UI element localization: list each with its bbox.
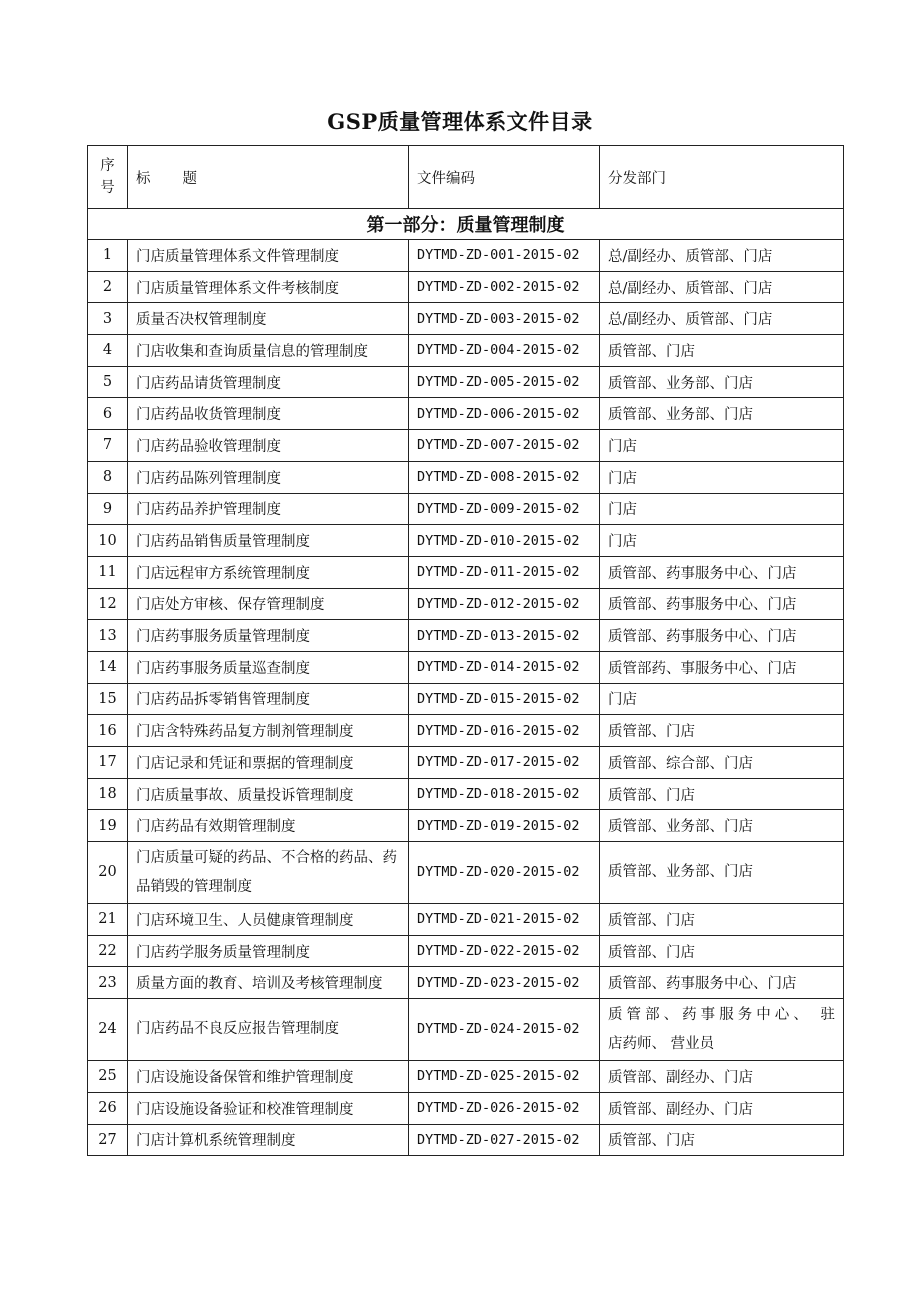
- row-dept: 门店: [600, 493, 844, 525]
- table-row: [88, 556, 844, 588]
- row-code: DYTMD-ZD-006-2015-02: [409, 398, 600, 430]
- row-dept: 质管部、业务部、门店: [600, 842, 844, 904]
- row-title: 门店质量管理体系文件考核制度: [128, 271, 409, 303]
- row-number: 22: [88, 935, 128, 967]
- row-code: DYTMD-ZD-019-2015-02: [409, 810, 600, 842]
- table-row: [88, 430, 844, 462]
- row-title: 门店收集和查询质量信息的管理制度: [128, 335, 409, 367]
- header-title-part2: 题: [182, 170, 197, 187]
- row-dept: 质管部、副经办、门店: [600, 1061, 844, 1093]
- row-code: DYTMD-ZD-021-2015-02: [409, 904, 600, 936]
- row-number: 11: [88, 556, 128, 588]
- row-dept: 质管部、业务部、门店: [600, 810, 844, 842]
- row-dept: 门店: [600, 683, 844, 715]
- row-number: 9: [88, 493, 128, 525]
- row-dept: 质管部、药事服务中心、门店: [600, 588, 844, 620]
- row-code: DYTMD-ZD-023-2015-02: [409, 967, 600, 999]
- header-row: [88, 146, 844, 209]
- row-dept: 质管部、门店: [600, 715, 844, 747]
- table-row: [88, 999, 844, 1061]
- row-title: 门店药事服务质量巡查制度: [128, 651, 409, 683]
- row-dept: 质管部、药事服务中心、门店: [600, 620, 844, 652]
- table-row: [88, 935, 844, 967]
- table-row: [88, 1124, 844, 1156]
- table-row: [88, 1092, 844, 1124]
- row-code: DYTMD-ZD-008-2015-02: [409, 461, 600, 493]
- row-number: 6: [88, 398, 128, 430]
- row-title: 门店药品销售质量管理制度: [128, 525, 409, 557]
- header-no-line2: 号: [100, 180, 115, 196]
- table-row: [88, 747, 844, 779]
- row-title: 门店质量事故、质量投诉管理制度: [128, 778, 409, 810]
- table-row: [88, 651, 844, 683]
- row-dept: 质管部、门店: [600, 778, 844, 810]
- row-code: DYTMD-ZD-018-2015-02: [409, 778, 600, 810]
- row-number: 27: [88, 1124, 128, 1156]
- row-number: 24: [88, 999, 128, 1061]
- row-code: DYTMD-ZD-007-2015-02: [409, 430, 600, 462]
- row-dept: 质管部、门店: [600, 335, 844, 367]
- row-title: 门店药学服务质量管理制度: [128, 935, 409, 967]
- row-code: DYTMD-ZD-016-2015-02: [409, 715, 600, 747]
- row-code: DYTMD-ZD-025-2015-02: [409, 1061, 600, 1093]
- row-dept-line2: 店药师、 营业员: [608, 1035, 715, 1052]
- header-title: [128, 146, 409, 209]
- row-dept: 质管部、副经办、门店: [600, 1092, 844, 1124]
- row-number: 26: [88, 1092, 128, 1124]
- row-dept: 质管部、业务部、门店: [600, 398, 844, 430]
- header-no: [88, 146, 128, 209]
- row-code: DYTMD-ZD-001-2015-02: [409, 240, 600, 272]
- table-row: [88, 588, 844, 620]
- table-row: [88, 493, 844, 525]
- row-dept: 总/副经办、质管部、门店: [600, 240, 844, 272]
- table-row: [88, 525, 844, 557]
- catalog-table: [87, 145, 844, 1156]
- row-code: DYTMD-ZD-005-2015-02: [409, 366, 600, 398]
- row-title: 门店药品有效期管理制度: [128, 810, 409, 842]
- row-dept: 质管部、门店: [600, 904, 844, 936]
- table-row: [88, 842, 844, 904]
- row-number: 17: [88, 747, 128, 779]
- row-title: 门店质量管理体系文件管理制度: [128, 240, 409, 272]
- row-code: DYTMD-ZD-022-2015-02: [409, 935, 600, 967]
- header-code: 文件编码: [409, 146, 600, 209]
- table-row: [88, 335, 844, 367]
- table-row: [88, 1061, 844, 1093]
- table-row: [88, 715, 844, 747]
- row-code: DYTMD-ZD-013-2015-02: [409, 620, 600, 652]
- row-dept: 质管部、综合部、门店: [600, 747, 844, 779]
- row-dept: 质管部药、事服务中心、门店: [600, 651, 844, 683]
- document-title: GSP质量管理体系文件目录: [327, 109, 593, 134]
- row-title: 门店药品验收管理制度: [128, 430, 409, 462]
- row-number: 14: [88, 651, 128, 683]
- row-dept: 质管部、药事服务中心、门店: [600, 967, 844, 999]
- row-code: DYTMD-ZD-012-2015-02: [409, 588, 600, 620]
- table-row: [88, 240, 844, 272]
- table-row: [88, 683, 844, 715]
- table-row: [88, 620, 844, 652]
- row-title: 门店药品陈列管理制度: [128, 461, 409, 493]
- row-number: 1: [88, 240, 128, 272]
- header-dept: 分发部门: [600, 146, 844, 209]
- row-number: 10: [88, 525, 128, 557]
- row-title: 门店设施设备保管和维护管理制度: [128, 1061, 409, 1093]
- row-dept: 门店: [600, 525, 844, 557]
- header-title-part1: 标: [136, 170, 151, 187]
- row-title: 质量方面的教育、培训及考核管理制度: [128, 967, 409, 999]
- table-row: [88, 778, 844, 810]
- row-code: DYTMD-ZD-027-2015-02: [409, 1124, 600, 1156]
- row-dept: 总/副经办、质管部、门店: [600, 303, 844, 335]
- row-number: 3: [88, 303, 128, 335]
- row-number: 8: [88, 461, 128, 493]
- row-code: DYTMD-ZD-010-2015-02: [409, 525, 600, 557]
- row-number: 7: [88, 430, 128, 462]
- row-dept: 总/副经办、质管部、门店: [600, 271, 844, 303]
- section-row: [88, 209, 844, 240]
- row-number: 12: [88, 588, 128, 620]
- row-dept: 门店: [600, 430, 844, 462]
- header-no-line1: 序: [100, 158, 115, 174]
- row-code: DYTMD-ZD-003-2015-02: [409, 303, 600, 335]
- row-title: 门店记录和凭证和票据的管理制度: [128, 747, 409, 779]
- row-code: DYTMD-ZD-009-2015-02: [409, 493, 600, 525]
- row-title: 门店处方审核、保存管理制度: [128, 588, 409, 620]
- row-number: 18: [88, 778, 128, 810]
- row-number: 15: [88, 683, 128, 715]
- row-number: 16: [88, 715, 128, 747]
- row-code: DYTMD-ZD-011-2015-02: [409, 556, 600, 588]
- row-title: 门店计算机系统管理制度: [128, 1124, 409, 1156]
- table-row: [88, 271, 844, 303]
- row-number: 4: [88, 335, 128, 367]
- table-row: [88, 366, 844, 398]
- row-code: DYTMD-ZD-004-2015-02: [409, 335, 600, 367]
- row-code: DYTMD-ZD-014-2015-02: [409, 651, 600, 683]
- row-title: 门店含特殊药品复方制剂管理制度: [128, 715, 409, 747]
- row-title: 门店远程审方系统管理制度: [128, 556, 409, 588]
- row-number: 5: [88, 366, 128, 398]
- row-dept: 质管部、门店: [600, 935, 844, 967]
- row-number: 21: [88, 904, 128, 936]
- row-number: 25: [88, 1061, 128, 1093]
- table-row: [88, 303, 844, 335]
- row-title: 门店药品不良反应报告管理制度: [128, 999, 409, 1061]
- row-number: 19: [88, 810, 128, 842]
- row-dept: 门店: [600, 461, 844, 493]
- row-title: 门店药品请货管理制度: [128, 366, 409, 398]
- row-code: DYTMD-ZD-020-2015-02: [409, 842, 600, 904]
- row-code: DYTMD-ZD-015-2015-02: [409, 683, 600, 715]
- table-row: [88, 398, 844, 430]
- row-dept: 质管部、门店: [600, 1124, 844, 1156]
- row-title: 门店药品养护管理制度: [128, 493, 409, 525]
- row-code: DYTMD-ZD-026-2015-02: [409, 1092, 600, 1124]
- row-number: 23: [88, 967, 128, 999]
- row-title: 质量否决权管理制度: [128, 303, 409, 335]
- row-code: DYTMD-ZD-002-2015-02: [409, 271, 600, 303]
- row-dept: 质管部、药事服务中心、门店: [600, 556, 844, 588]
- table-row: [88, 810, 844, 842]
- row-title: 门店设施设备验证和校准管理制度: [128, 1092, 409, 1124]
- table-row: [88, 967, 844, 999]
- row-title: 门店质量可疑的药品、不合格的药品、药品销毁的管理制度: [128, 842, 409, 904]
- row-code: DYTMD-ZD-024-2015-02: [409, 999, 600, 1061]
- row-title: 门店药品收货管理制度: [128, 398, 409, 430]
- row-title: 门店药事服务质量管理制度: [128, 620, 409, 652]
- table-row: [88, 904, 844, 936]
- row-number: 20: [88, 842, 128, 904]
- row-title: 门店药品拆零销售管理制度: [128, 683, 409, 715]
- row-number: 2: [88, 271, 128, 303]
- row-dept: [600, 999, 844, 1061]
- table-row: [88, 461, 844, 493]
- row-dept: 质管部、业务部、门店: [600, 366, 844, 398]
- row-code: DYTMD-ZD-017-2015-02: [409, 747, 600, 779]
- row-number: 13: [88, 620, 128, 652]
- row-dept-line1: 质管部、药事服务中心、 驻: [608, 1006, 835, 1023]
- section-heading: 第一部分：质量管理制度: [88, 209, 844, 240]
- row-title: 门店环境卫生、人员健康管理制度: [128, 904, 409, 936]
